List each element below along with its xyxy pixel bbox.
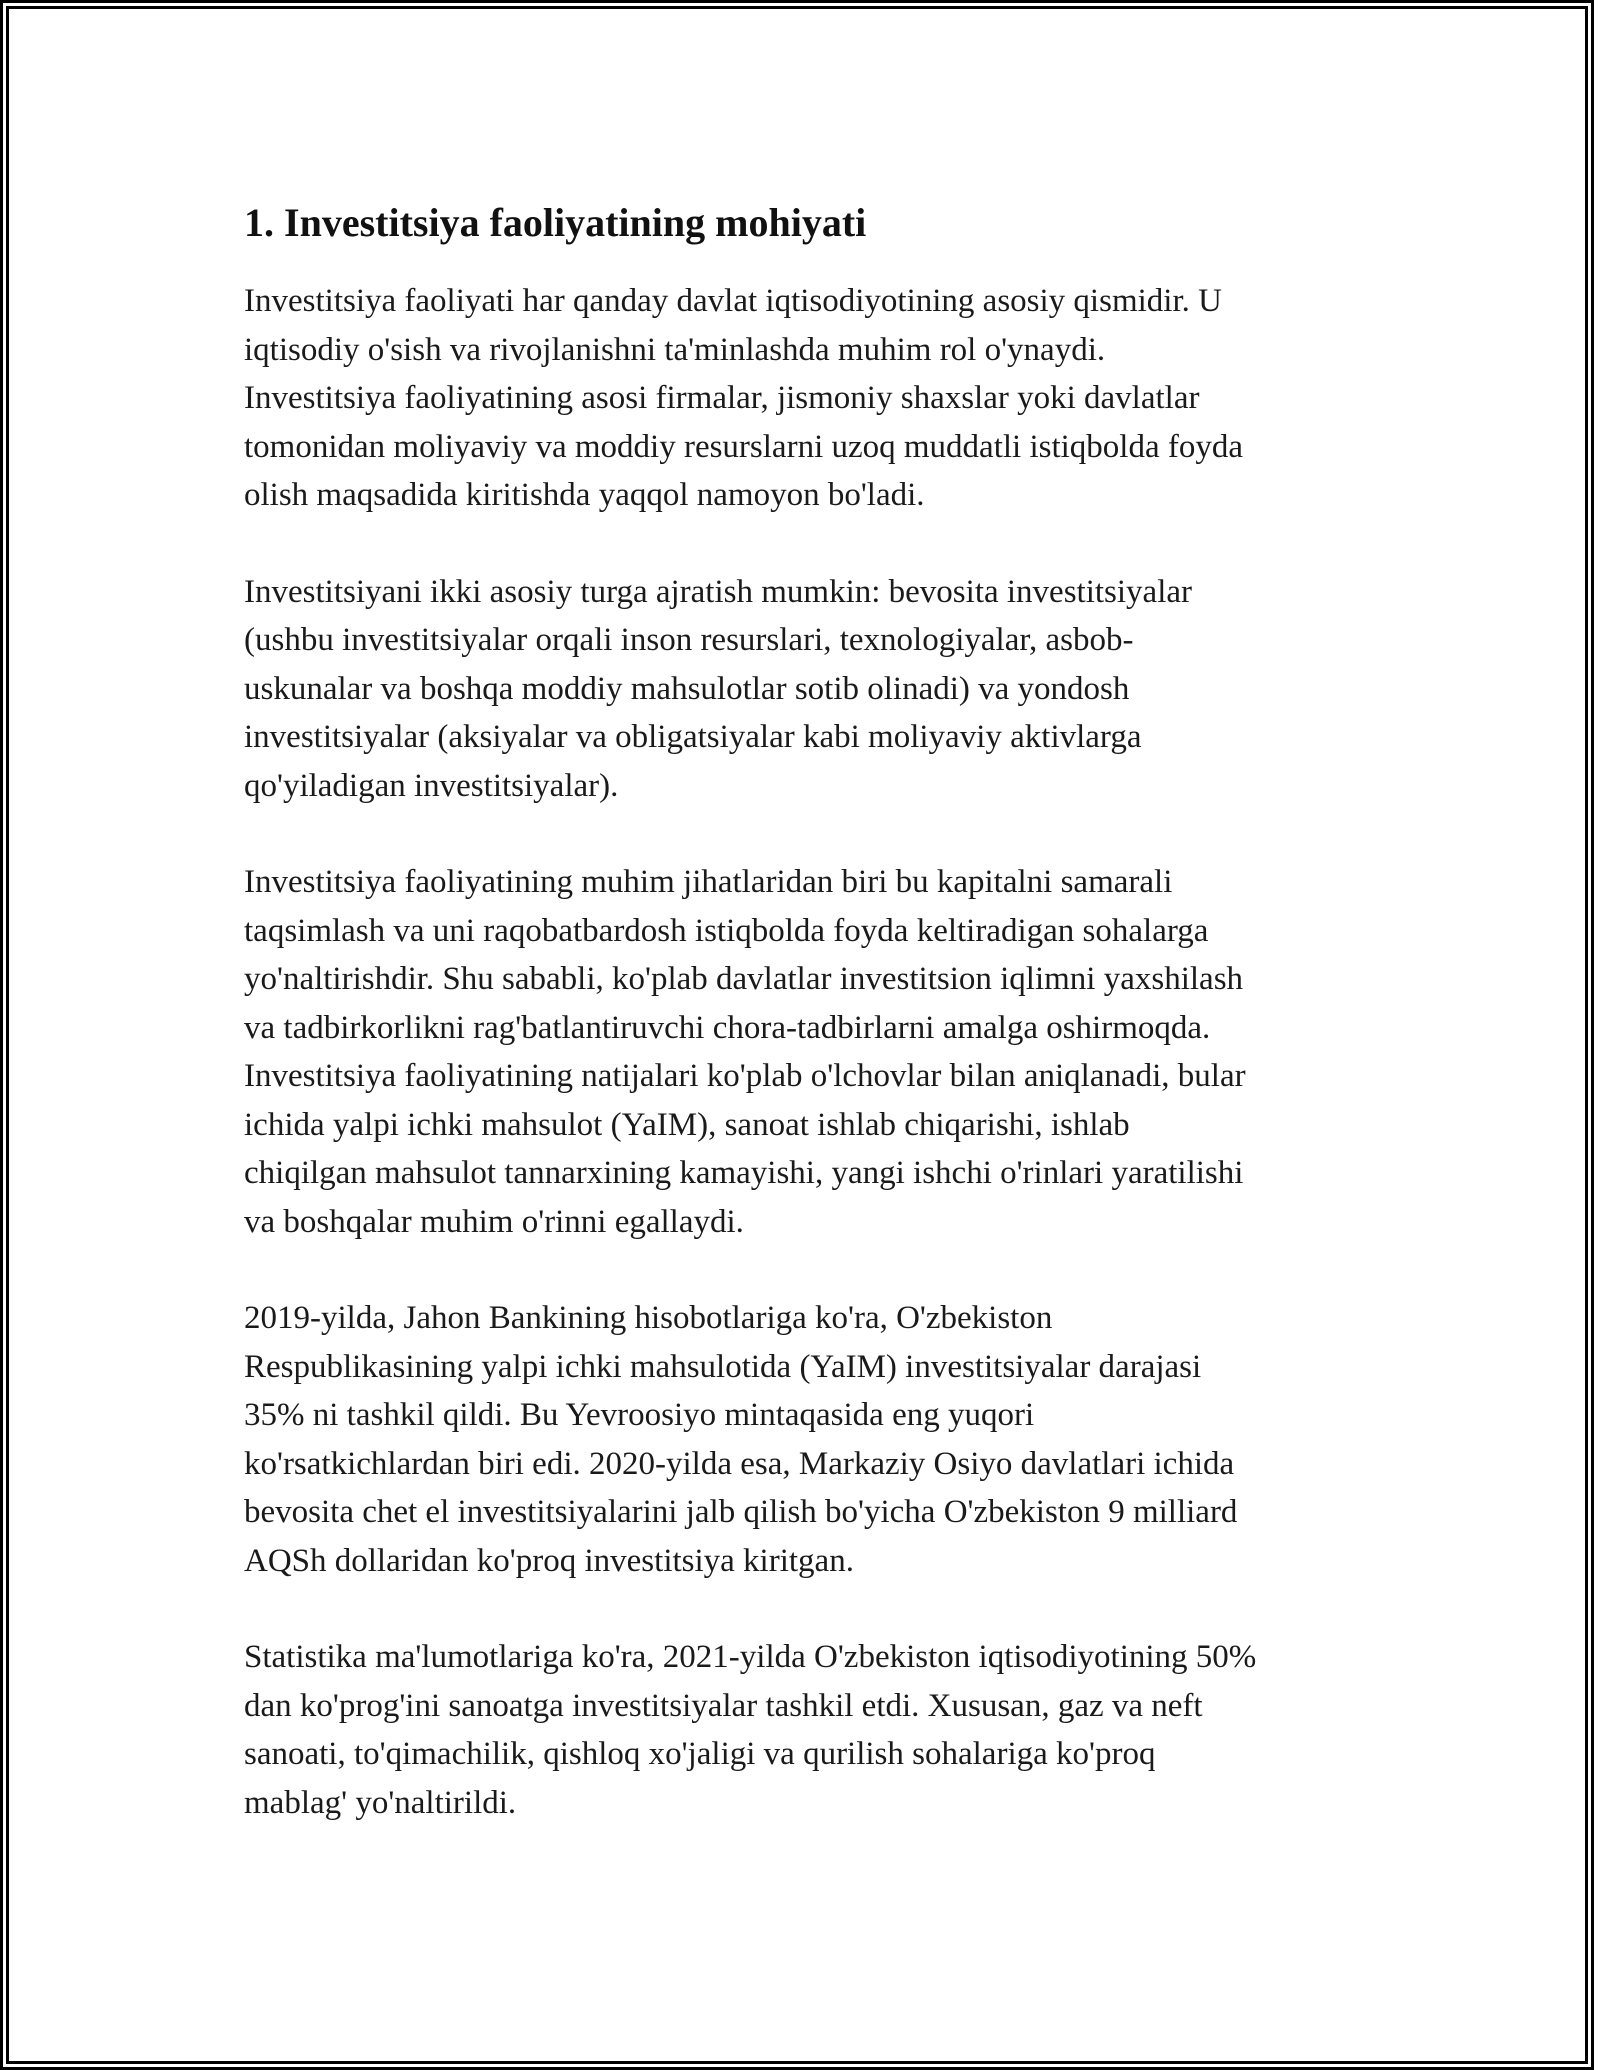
paragraph-line: chiqilgan mahsulot tannarxining kamayishi, yangi ishchi o'rinlari yaratilishi — [244, 1155, 1244, 1191]
paragraph-line: mablag' yo'naltirildi. — [244, 1784, 517, 1821]
paragraph-line: tomonidan moliyaviy va moddiy resurslarni uzoq muddatli istiqbolda foyda — [244, 428, 1244, 465]
paragraph-line: bevosita chet el investitsiyalarini jalb qilish bo'yicha O'zbekiston 9 milliard — [244, 1494, 1238, 1530]
paragraph-1 — [244, 277, 1374, 520]
paragraph-line: taqsimlash va uni raqobatbardosh istiqbolda foyda keltiradigan sohalarga — [244, 912, 1209, 949]
paragraph-line: Respublikasining yalpi ichki mahsulotida (YaIM) investitsiyalar darajasi — [244, 1348, 1202, 1385]
paragraph-5 — [244, 1633, 1374, 1827]
paragraph-line: 35% ni tashkil qildi. Bu Yevroosiyo mintaqasida eng yuqori — [244, 1397, 1035, 1433]
paragraph-line: 2019-yilda, Jahon Bankining hisobotlariga ko'ra, O'zbekiston — [244, 1300, 1053, 1336]
paragraph-3 — [244, 858, 1374, 1246]
paragraph-line: investitsiyalar (aksiyalar va obligatsiyalar kabi moliyaviy aktivlarga — [244, 719, 1142, 755]
paragraph-line: sanoati, to'qimachilik, qishloq xo'jaligi va qurilish sohalariga ko'proq — [244, 1736, 1156, 1772]
paragraph-line: ko'rsatkichlardan biri edi. 2020-yilda esa, Markaziy Osiyo davlatlari ichida — [244, 1445, 1235, 1482]
paragraph-4 — [244, 1294, 1374, 1585]
section-heading: 1. Investitsiya faoliyatining mohiyati — [244, 200, 867, 245]
paragraph-line: uskunalar va boshqa moddiy mahsulotlar sotib olinadi) va yondosh — [244, 670, 1130, 707]
paragraph-line: yo'naltirishdir. Shu sababli, ko'plab davlatlar investitsion iqlimni yaxshilash — [244, 961, 1244, 997]
paragraph-2 — [244, 568, 1374, 811]
paragraph-line: ichida yalpi ichki mahsulot (YaIM), sanoat ishlab chiqarishi, ishlab — [244, 1106, 1130, 1143]
paragraph-line: Statistika ma'lumotlariga ko'ra, 2021-yilda O'zbekiston iqtisodiyotining 50% — [244, 1639, 1257, 1675]
paragraph-line: Investitsiyani ikki asosiy turga ajratish mumkin: bevosita investitsiyalar — [244, 573, 1193, 610]
paragraph-line: Investitsiya faoliyati har qanday davlat iqtisodiyotining asosiy qismidir. U — [244, 283, 1222, 319]
page-border — [6, 6, 1588, 2064]
paragraph-line: dan ko'prog'ini sanoatga investitsiyalar tashkil etdi. Xususan, gaz va neft — [244, 1687, 1203, 1724]
paragraph-line: olish maqsadida kiritishda yaqqol namoyon bo'ladi. — [244, 477, 925, 513]
paragraph-line: va tadbirkorlikni rag'batlantiruvchi chora-tadbirlarni amalga oshirmoqda. — [244, 1009, 1211, 1046]
paragraph-line: AQSh dollaridan ko'proq investitsiya kiritgan. — [244, 1542, 854, 1579]
paragraph-line: Investitsiya faoliyatining natijalari ko'plab o'lchovlar bilan aniqlanadi, bular — [244, 1058, 1246, 1094]
paragraph-line: Investitsiya faoliyatining muhim jihatlaridan biri bu kapitalni samarali — [244, 864, 1173, 900]
paragraph-line: Investitsiya faoliyatining asosi firmalar, jismoniy shaxslar yoki davlatlar — [244, 380, 1200, 416]
paragraph-line: (ushbu investitsiyalar orqali inson resurslari, texnologiyalar, asbob- — [244, 622, 1134, 658]
paragraph-line: iqtisodiy o'sish va rivojlanishni ta'minlashda muhim rol o'ynaydi. — [244, 331, 1106, 368]
paragraph-line: va boshqalar muhim o'rinni egallaydi. — [244, 1203, 744, 1240]
document-body — [244, 191, 1374, 1875]
paragraph-line: qo'yiladigan investitsiyalar). — [244, 767, 619, 804]
